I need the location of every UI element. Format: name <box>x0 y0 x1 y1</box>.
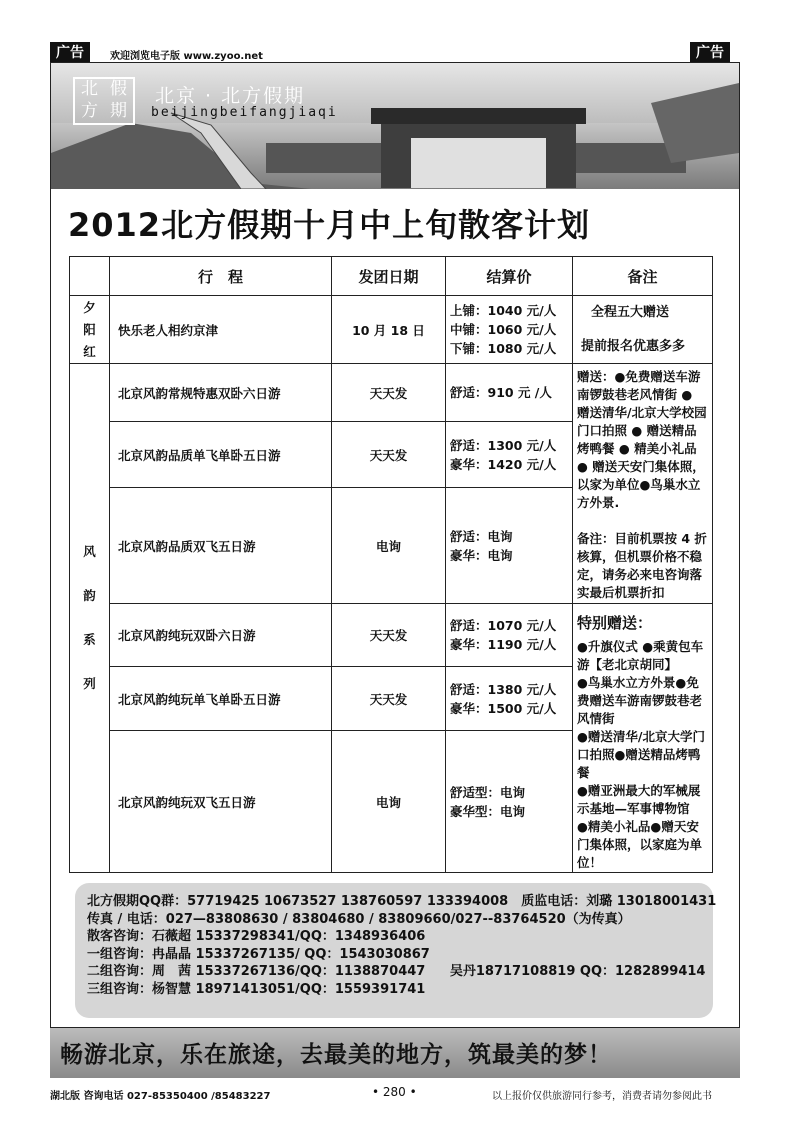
price-cell <box>446 422 573 488</box>
route-name: 快乐老人相约京津 <box>110 296 332 364</box>
header-cell <box>70 257 110 296</box>
depart-date: 天天发 <box>332 604 446 667</box>
depart-date: 天天发 <box>332 422 446 488</box>
footer-right: 以上报价仅供旅游同行参考，消费者请勿参阅此书 <box>492 1091 712 1102</box>
group-label-char: 列 <box>83 676 96 691</box>
route-name: 北京风韵常规特惠双卧六日游 <box>110 364 332 422</box>
note-line: 全程五大赠送 <box>591 304 670 320</box>
depart-date: 10 月 18 日 <box>332 296 446 364</box>
note-cell <box>573 364 713 604</box>
price-line: 舒适：电询 <box>450 528 513 544</box>
price-line: 豪华型：电询 <box>450 803 526 819</box>
price-line: 中铺：1060 元/人 <box>450 322 557 337</box>
price-cell <box>446 604 573 667</box>
note-item: ●赠亚洲最大的军械展示基地—军事博物馆 <box>577 783 701 816</box>
price-line: 豪华：电询 <box>450 547 513 563</box>
contact-line: 北方假期QQ群：57719425 10673527 138760597 133394008 质监电话：刘璐 13018001431 <box>87 894 717 909</box>
note-cell <box>573 604 713 873</box>
price-line: 豪华：1500 元/人 <box>450 700 557 716</box>
route-name: 北京风韵纯玩单飞单卧五日游 <box>110 666 332 731</box>
header-cell: 结算价 <box>446 257 573 296</box>
page-number: • 280 • <box>372 1085 417 1099</box>
contact-line: 散客咨询：石薇超 15337298341/QQ：1348936406 <box>87 929 426 944</box>
table-row <box>70 296 713 364</box>
group-label: 夕 阳 红 <box>70 296 110 364</box>
ad-label-right: 广告 <box>690 42 730 64</box>
header-cell: 备注 <box>573 257 713 296</box>
itinerary-table <box>69 256 713 873</box>
header-cell: 行 程 <box>110 257 332 296</box>
contact-wudan: 吴丹18717108819 QQ：1282899414 <box>449 964 706 979</box>
contact-line: 三组咨询：杨智慧 18971413051/QQ：1559391741 <box>87 981 426 997</box>
banner-title: 北京 · 北方假期 <box>155 85 306 107</box>
note-item: ●鸟巢水立方外景●免费赠送车游南锣鼓巷老风情街 <box>577 675 703 726</box>
page-title: 2012北方假期十月中上旬散客计划 <box>68 206 591 244</box>
price-line: 舒适：1300 元/人 <box>450 437 557 453</box>
logo-char: 期 <box>110 101 127 121</box>
price-line: 舒适：1070 元/人 <box>450 617 557 633</box>
route-name: 北京风韵品质单飞单卧五日游 <box>110 422 332 488</box>
price-line: 舒适：910 元 /人 <box>450 385 552 400</box>
route-name: 北京风韵纯玩双卧六日游 <box>110 604 332 667</box>
footer-left: 湖北版 咨询电话 027-85350400 /85483227 <box>50 1091 271 1102</box>
price-line: 上铺：1040 元/人 <box>450 303 557 318</box>
ad-label-left: 广告 <box>50 42 90 64</box>
price-cell <box>446 364 573 422</box>
contact-line: 传真 / 电话：027—83808630 / 83804680 / 83809660/027--83764520（为传真） <box>87 911 631 927</box>
contact-line <box>87 963 706 981</box>
slogan: 畅游北京，乐在旅途，去最美的地方，筑最美的梦！ <box>60 1042 612 1068</box>
note-item: ●赠送清华/北京大学门口拍照●赠送精品烤鸭餐 <box>577 729 705 780</box>
group-label <box>70 364 110 873</box>
price-line: 下铺：1080 元/人 <box>450 341 557 356</box>
note-line: 提前报名优惠多多 <box>581 338 686 354</box>
site-text[interactable]: 欢迎浏览电子版 www.zyoo.net <box>110 51 263 62</box>
depart-date: 电询 <box>332 731 446 873</box>
contact-line: 一组咨询：冉晶晶 15337267135/ QQ：1543030867 <box>87 946 430 962</box>
banner-subtitle: beijingbeifangjiaqi <box>151 105 338 120</box>
logo-char: 北 <box>81 79 98 99</box>
logo <box>73 77 135 125</box>
group-label-char: 系 <box>83 632 96 647</box>
note-text: 备注：目前机票按 4 折核算，但机票价格不稳定，请务必来电咨询落实最后机票折扣 <box>577 531 707 600</box>
contact-group2: 二组咨询：周 茜 15337267136/QQ：1138870447 <box>87 964 426 979</box>
price-cell <box>446 666 573 731</box>
price-cell <box>446 731 573 873</box>
note-text: 赠送：●免费赠送车游南锣鼓巷老风情街 ● 赠送清华/北京大学校园门口拍照 ● 赠送精品烤鸭餐 ● 精美小礼品 ● 赠送天安门集体照，以家为单位●鸟巢水立方外景. <box>577 369 707 510</box>
group-label-char: 风 <box>83 544 96 559</box>
table-header-row <box>70 257 713 296</box>
note-item: ●升旗仪式 ●乘黄包车游【老北京胡同】 <box>577 639 704 672</box>
group-label-char: 韵 <box>83 588 96 603</box>
logo-char: 假 <box>110 79 127 99</box>
price-line: 舒适型：电询 <box>450 784 526 800</box>
note-title: 特别赠送： <box>577 614 653 632</box>
depart-date: 电询 <box>332 488 446 604</box>
logo-char: 方 <box>81 101 98 121</box>
contact-box <box>75 883 717 1018</box>
depart-date: 天天发 <box>332 666 446 731</box>
table-row <box>70 604 713 667</box>
header-cell: 发团日期 <box>332 257 446 296</box>
note-item: ●精美小礼品●赠天安门集体照，以家庭为单位！ <box>577 819 703 870</box>
route-name: 北京风韵纯玩双飞五日游 <box>110 731 332 873</box>
table-row <box>70 364 713 422</box>
note-cell <box>573 296 713 364</box>
price-line: 豪华：1190 元/人 <box>450 636 557 652</box>
price-cell <box>446 488 573 604</box>
price-cell <box>446 296 573 364</box>
route-name: 北京风韵品质双飞五日游 <box>110 488 332 604</box>
banner <box>51 63 739 189</box>
price-line: 舒适：1380 元/人 <box>450 681 557 697</box>
price-line: 豪华：1420 元/人 <box>450 456 557 472</box>
depart-date: 天天发 <box>332 364 446 422</box>
